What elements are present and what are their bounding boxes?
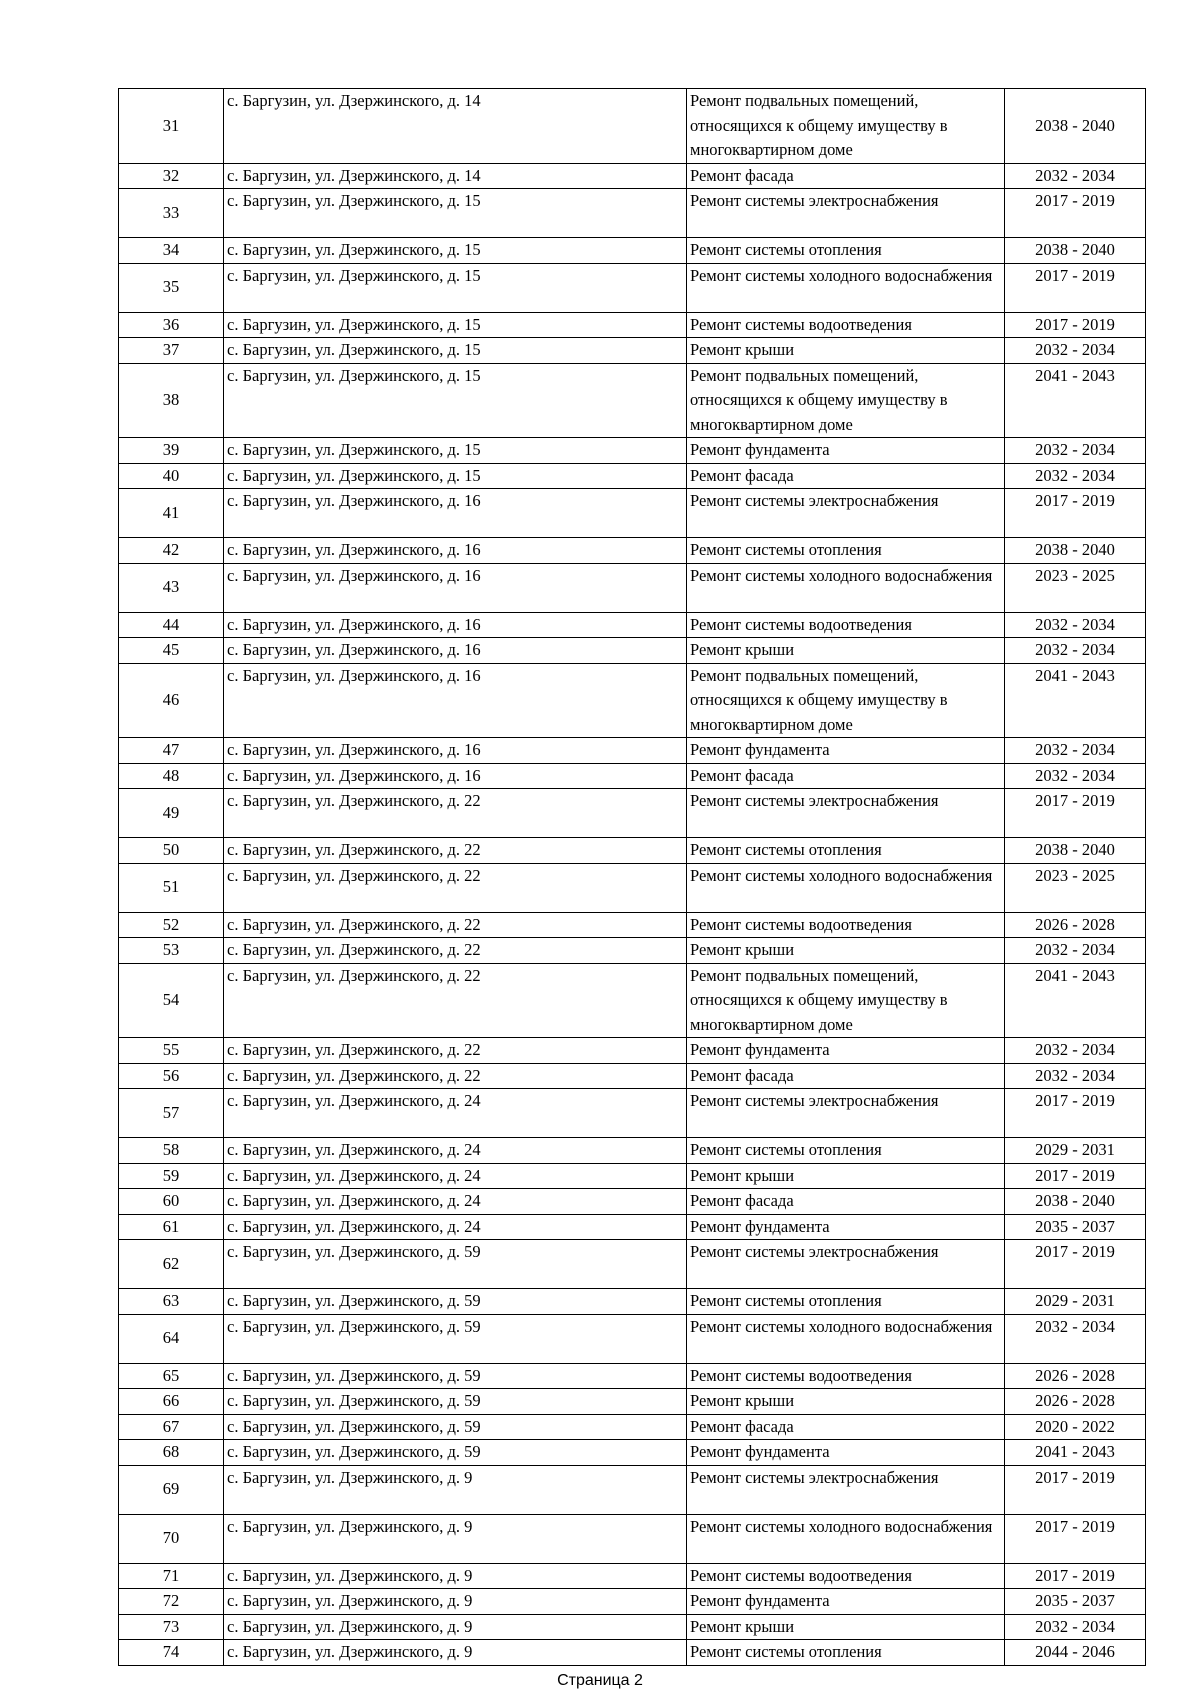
- row-number: 69: [119, 1465, 224, 1514]
- table-row: [119, 738, 1146, 764]
- period-cell: 2032 - 2034: [1005, 738, 1146, 764]
- table-body: [119, 89, 1146, 1666]
- address-cell: с. Баргузин, ул. Дзержинского, д. 16: [224, 563, 687, 612]
- work-type-cell: Ремонт фундамента: [687, 738, 1005, 764]
- period-cell: 2032 - 2034: [1005, 938, 1146, 964]
- period-cell: 2041 - 2043: [1005, 663, 1146, 738]
- table-row: [119, 163, 1146, 189]
- table-row: [119, 1614, 1146, 1640]
- row-number: 32: [119, 163, 224, 189]
- work-type-cell: Ремонт фундамента: [687, 438, 1005, 464]
- work-type-cell: Ремонт системы холодного водоснабжения: [687, 1514, 1005, 1563]
- table-row: [119, 1038, 1146, 1064]
- address-cell: с. Баргузин, ул. Дзержинского, д. 16: [224, 763, 687, 789]
- address-cell: с. Баргузин, ул. Дзержинского, д. 15: [224, 189, 687, 238]
- period-cell: 2032 - 2034: [1005, 163, 1146, 189]
- address-cell: с. Баргузин, ул. Дзержинского, д. 9: [224, 1465, 687, 1514]
- address-cell: с. Баргузин, ул. Дзержинского, д. 16: [224, 738, 687, 764]
- row-number: 51: [119, 863, 224, 912]
- period-cell: 2032 - 2034: [1005, 1314, 1146, 1363]
- address-cell: с. Баргузин, ул. Дзержинского, д. 9: [224, 1514, 687, 1563]
- table-row: [119, 1389, 1146, 1415]
- address-cell: с. Баргузин, ул. Дзержинского, д. 22: [224, 963, 687, 1038]
- address-cell: с. Баргузин, ул. Дзержинского, д. 59: [224, 1389, 687, 1415]
- row-number: 44: [119, 612, 224, 638]
- row-number: 63: [119, 1289, 224, 1315]
- page-number: Страница 2: [557, 1672, 643, 1689]
- work-type-cell: Ремонт подвальных помещений, относящихся к общему имуществу в многоквартирном доме: [687, 663, 1005, 738]
- table-row: [119, 1240, 1146, 1289]
- address-cell: с. Баргузин, ул. Дзержинского, д. 15: [224, 463, 687, 489]
- table-row: [119, 312, 1146, 338]
- table-row: [119, 789, 1146, 838]
- table-row: [119, 489, 1146, 538]
- period-cell: 2032 - 2034: [1005, 338, 1146, 364]
- period-cell: 2038 - 2040: [1005, 1189, 1146, 1215]
- address-cell: с. Баргузин, ул. Дзержинского, д. 59: [224, 1440, 687, 1466]
- address-cell: с. Баргузин, ул. Дзержинского, д. 24: [224, 1189, 687, 1215]
- work-type-cell: Ремонт фасада: [687, 1414, 1005, 1440]
- period-cell: 2017 - 2019: [1005, 1089, 1146, 1138]
- period-cell: 2038 - 2040: [1005, 838, 1146, 864]
- row-number: 53: [119, 938, 224, 964]
- period-cell: 2032 - 2034: [1005, 1038, 1146, 1064]
- work-type-cell: Ремонт крыши: [687, 338, 1005, 364]
- table-row: [119, 1465, 1146, 1514]
- row-number: 60: [119, 1189, 224, 1215]
- row-number: 70: [119, 1514, 224, 1563]
- work-type-cell: Ремонт системы водоотведения: [687, 1563, 1005, 1589]
- period-cell: 2032 - 2034: [1005, 763, 1146, 789]
- period-cell: 2017 - 2019: [1005, 1240, 1146, 1289]
- work-type-cell: Ремонт системы электроснабжения: [687, 489, 1005, 538]
- work-type-cell: Ремонт системы холодного водоснабжения: [687, 563, 1005, 612]
- row-number: 66: [119, 1389, 224, 1415]
- row-number: 71: [119, 1563, 224, 1589]
- address-cell: с. Баргузин, ул. Дзержинского, д. 59: [224, 1414, 687, 1440]
- table-row: [119, 1514, 1146, 1563]
- table-row: [119, 263, 1146, 312]
- address-cell: с. Баргузин, ул. Дзержинского, д. 59: [224, 1289, 687, 1315]
- period-cell: 2017 - 2019: [1005, 1163, 1146, 1189]
- row-number: 54: [119, 963, 224, 1038]
- row-number: 45: [119, 638, 224, 664]
- row-number: 48: [119, 763, 224, 789]
- address-cell: с. Баргузин, ул. Дзержинского, д. 16: [224, 638, 687, 664]
- period-cell: 2032 - 2034: [1005, 638, 1146, 664]
- work-type-cell: Ремонт системы отопления: [687, 538, 1005, 564]
- work-type-cell: Ремонт системы электроснабжения: [687, 1089, 1005, 1138]
- work-type-cell: Ремонт крыши: [687, 938, 1005, 964]
- period-cell: 2032 - 2034: [1005, 1614, 1146, 1640]
- row-number: 58: [119, 1138, 224, 1164]
- work-type-cell: Ремонт фундамента: [687, 1440, 1005, 1466]
- period-cell: 2029 - 2031: [1005, 1138, 1146, 1164]
- address-cell: с. Баргузин, ул. Дзержинского, д. 16: [224, 663, 687, 738]
- work-type-cell: Ремонт фундамента: [687, 1038, 1005, 1064]
- row-number: 43: [119, 563, 224, 612]
- period-cell: 2017 - 2019: [1005, 189, 1146, 238]
- table-row: [119, 1289, 1146, 1315]
- table-row: [119, 763, 1146, 789]
- address-cell: с. Баргузин, ул. Дзержинского, д. 22: [224, 938, 687, 964]
- table-row: [119, 1063, 1146, 1089]
- row-number: 61: [119, 1214, 224, 1240]
- period-cell: 2017 - 2019: [1005, 312, 1146, 338]
- row-number: 31: [119, 89, 224, 164]
- address-cell: с. Баргузин, ул. Дзержинского, д. 15: [224, 312, 687, 338]
- row-number: 67: [119, 1414, 224, 1440]
- work-type-cell: Ремонт крыши: [687, 1614, 1005, 1640]
- table-row: [119, 1189, 1146, 1215]
- row-number: 33: [119, 189, 224, 238]
- period-cell: 2035 - 2037: [1005, 1214, 1146, 1240]
- table-row: [119, 338, 1146, 364]
- table-row: [119, 638, 1146, 664]
- work-type-cell: Ремонт фасада: [687, 1063, 1005, 1089]
- period-cell: 2041 - 2043: [1005, 1440, 1146, 1466]
- row-number: 64: [119, 1314, 224, 1363]
- address-cell: с. Баргузин, ул. Дзержинского, д. 24: [224, 1138, 687, 1164]
- table-row: [119, 89, 1146, 164]
- period-cell: 2026 - 2028: [1005, 1389, 1146, 1415]
- period-cell: 2023 - 2025: [1005, 863, 1146, 912]
- period-cell: 2026 - 2028: [1005, 1363, 1146, 1389]
- table-row: [119, 1414, 1146, 1440]
- period-cell: 2032 - 2034: [1005, 612, 1146, 638]
- work-type-cell: Ремонт системы водоотведения: [687, 1363, 1005, 1389]
- work-type-cell: Ремонт системы электроснабжения: [687, 189, 1005, 238]
- work-type-cell: Ремонт крыши: [687, 638, 1005, 664]
- table-row: [119, 863, 1146, 912]
- work-type-cell: Ремонт крыши: [687, 1389, 1005, 1415]
- work-type-cell: Ремонт фундамента: [687, 1589, 1005, 1615]
- table-row: [119, 189, 1146, 238]
- row-number: 41: [119, 489, 224, 538]
- table-row: [119, 1363, 1146, 1389]
- address-cell: с. Баргузин, ул. Дзержинского, д. 59: [224, 1314, 687, 1363]
- work-type-cell: Ремонт крыши: [687, 1163, 1005, 1189]
- period-cell: 2038 - 2040: [1005, 89, 1146, 164]
- work-type-cell: Ремонт системы электроснабжения: [687, 1240, 1005, 1289]
- table-row: [119, 912, 1146, 938]
- address-cell: с. Баргузин, ул. Дзержинского, д. 22: [224, 912, 687, 938]
- row-number: 40: [119, 463, 224, 489]
- period-cell: 2017 - 2019: [1005, 1465, 1146, 1514]
- work-type-cell: Ремонт фундамента: [687, 1214, 1005, 1240]
- period-cell: 2044 - 2046: [1005, 1640, 1146, 1666]
- row-number: 57: [119, 1089, 224, 1138]
- row-number: 56: [119, 1063, 224, 1089]
- table-row: [119, 1089, 1146, 1138]
- row-number: 59: [119, 1163, 224, 1189]
- address-cell: с. Баргузин, ул. Дзержинского, д. 15: [224, 338, 687, 364]
- work-type-cell: Ремонт системы электроснабжения: [687, 1465, 1005, 1514]
- work-type-cell: Ремонт системы электроснабжения: [687, 789, 1005, 838]
- address-cell: с. Баргузин, ул. Дзержинского, д. 22: [224, 838, 687, 864]
- period-cell: 2041 - 2043: [1005, 963, 1146, 1038]
- work-type-cell: Ремонт системы отопления: [687, 838, 1005, 864]
- period-cell: 2023 - 2025: [1005, 563, 1146, 612]
- period-cell: 2026 - 2028: [1005, 912, 1146, 938]
- period-cell: 2032 - 2034: [1005, 463, 1146, 489]
- address-cell: с. Баргузин, ул. Дзержинского, д. 15: [224, 238, 687, 264]
- table-row: [119, 612, 1146, 638]
- work-type-cell: Ремонт фасада: [687, 163, 1005, 189]
- row-number: 50: [119, 838, 224, 864]
- address-cell: с. Баргузин, ул. Дзержинского, д. 15: [224, 263, 687, 312]
- row-number: 62: [119, 1240, 224, 1289]
- period-cell: 2020 - 2022: [1005, 1414, 1146, 1440]
- row-number: 35: [119, 263, 224, 312]
- table-row: [119, 1640, 1146, 1666]
- period-cell: 2032 - 2034: [1005, 1063, 1146, 1089]
- address-cell: с. Баргузин, ул. Дзержинского, д. 9: [224, 1589, 687, 1615]
- table-row: [119, 438, 1146, 464]
- row-number: 73: [119, 1614, 224, 1640]
- period-cell: 2017 - 2019: [1005, 1514, 1146, 1563]
- period-cell: 2038 - 2040: [1005, 538, 1146, 564]
- work-type-cell: Ремонт системы водоотведения: [687, 612, 1005, 638]
- work-type-cell: Ремонт системы отопления: [687, 238, 1005, 264]
- row-number: 72: [119, 1589, 224, 1615]
- table-row: [119, 363, 1146, 438]
- address-cell: с. Баргузин, ул. Дзержинского, д. 22: [224, 1063, 687, 1089]
- address-cell: с. Баргузин, ул. Дзержинского, д. 9: [224, 1640, 687, 1666]
- table-row: [119, 463, 1146, 489]
- work-type-cell: Ремонт подвальных помещений, относящихся к общему имуществу в многоквартирном доме: [687, 963, 1005, 1038]
- table-row: [119, 1214, 1146, 1240]
- table-row: [119, 1440, 1146, 1466]
- work-type-cell: Ремонт системы водоотведения: [687, 912, 1005, 938]
- repair-schedule-table: [118, 88, 1146, 1666]
- period-cell: 2035 - 2037: [1005, 1589, 1146, 1615]
- work-type-cell: Ремонт системы отопления: [687, 1289, 1005, 1315]
- row-number: 49: [119, 789, 224, 838]
- period-cell: 2032 - 2034: [1005, 438, 1146, 464]
- table-row: [119, 1563, 1146, 1589]
- work-type-cell: Ремонт системы отопления: [687, 1640, 1005, 1666]
- address-cell: с. Баргузин, ул. Дзержинского, д. 15: [224, 363, 687, 438]
- address-cell: с. Баргузин, ул. Дзержинского, д. 24: [224, 1163, 687, 1189]
- work-type-cell: Ремонт фасада: [687, 463, 1005, 489]
- address-cell: с. Баргузин, ул. Дзержинского, д. 16: [224, 538, 687, 564]
- table-row: [119, 1138, 1146, 1164]
- table-row: [119, 663, 1146, 738]
- table-row: [119, 563, 1146, 612]
- table-row: [119, 1589, 1146, 1615]
- address-cell: с. Баргузин, ул. Дзержинского, д. 59: [224, 1240, 687, 1289]
- address-cell: с. Баргузин, ул. Дзержинского, д. 14: [224, 89, 687, 164]
- row-number: 74: [119, 1640, 224, 1666]
- address-cell: с. Баргузин, ул. Дзержинского, д. 9: [224, 1563, 687, 1589]
- address-cell: с. Баргузин, ул. Дзержинского, д. 24: [224, 1214, 687, 1240]
- address-cell: с. Баргузин, ул. Дзержинского, д. 16: [224, 612, 687, 638]
- address-cell: с. Баргузин, ул. Дзержинского, д. 15: [224, 438, 687, 464]
- table-row: [119, 1163, 1146, 1189]
- work-type-cell: Ремонт системы отопления: [687, 1138, 1005, 1164]
- row-number: 42: [119, 538, 224, 564]
- row-number: 36: [119, 312, 224, 338]
- work-type-cell: Ремонт фасада: [687, 763, 1005, 789]
- row-number: 34: [119, 238, 224, 264]
- address-cell: с. Баргузин, ул. Дзержинского, д. 59: [224, 1363, 687, 1389]
- row-number: 37: [119, 338, 224, 364]
- table-row: [119, 238, 1146, 264]
- row-number: 52: [119, 912, 224, 938]
- work-type-cell: Ремонт подвальных помещений, относящихся к общему имуществу в многоквартирном доме: [687, 89, 1005, 164]
- period-cell: 2038 - 2040: [1005, 238, 1146, 264]
- work-type-cell: Ремонт фасада: [687, 1189, 1005, 1215]
- row-number: 65: [119, 1363, 224, 1389]
- address-cell: с. Баргузин, ул. Дзержинского, д. 22: [224, 789, 687, 838]
- table-row: [119, 938, 1146, 964]
- period-cell: 2017 - 2019: [1005, 1563, 1146, 1589]
- row-number: 39: [119, 438, 224, 464]
- period-cell: 2041 - 2043: [1005, 363, 1146, 438]
- period-cell: 2017 - 2019: [1005, 263, 1146, 312]
- table-row: [119, 838, 1146, 864]
- row-number: 55: [119, 1038, 224, 1064]
- work-type-cell: Ремонт системы холодного водоснабжения: [687, 263, 1005, 312]
- period-cell: 2029 - 2031: [1005, 1289, 1146, 1315]
- table-row: [119, 538, 1146, 564]
- address-cell: с. Баргузин, ул. Дзержинского, д. 24: [224, 1089, 687, 1138]
- address-cell: с. Баргузин, ул. Дзержинского, д. 9: [224, 1614, 687, 1640]
- row-number: 47: [119, 738, 224, 764]
- address-cell: с. Баргузин, ул. Дзержинского, д. 22: [224, 1038, 687, 1064]
- table-row: [119, 1314, 1146, 1363]
- period-cell: 2017 - 2019: [1005, 789, 1146, 838]
- work-type-cell: Ремонт системы холодного водоснабжения: [687, 863, 1005, 912]
- table-row: [119, 963, 1146, 1038]
- work-type-cell: Ремонт системы холодного водоснабжения: [687, 1314, 1005, 1363]
- work-type-cell: Ремонт подвальных помещений, относящихся к общему имуществу в многоквартирном доме: [687, 363, 1005, 438]
- address-cell: с. Баргузин, ул. Дзержинского, д. 16: [224, 489, 687, 538]
- address-cell: с. Баргузин, ул. Дзержинского, д. 22: [224, 863, 687, 912]
- row-number: 46: [119, 663, 224, 738]
- row-number: 68: [119, 1440, 224, 1466]
- address-cell: с. Баргузин, ул. Дзержинского, д. 14: [224, 163, 687, 189]
- work-type-cell: Ремонт системы водоотведения: [687, 312, 1005, 338]
- row-number: 38: [119, 363, 224, 438]
- period-cell: 2017 - 2019: [1005, 489, 1146, 538]
